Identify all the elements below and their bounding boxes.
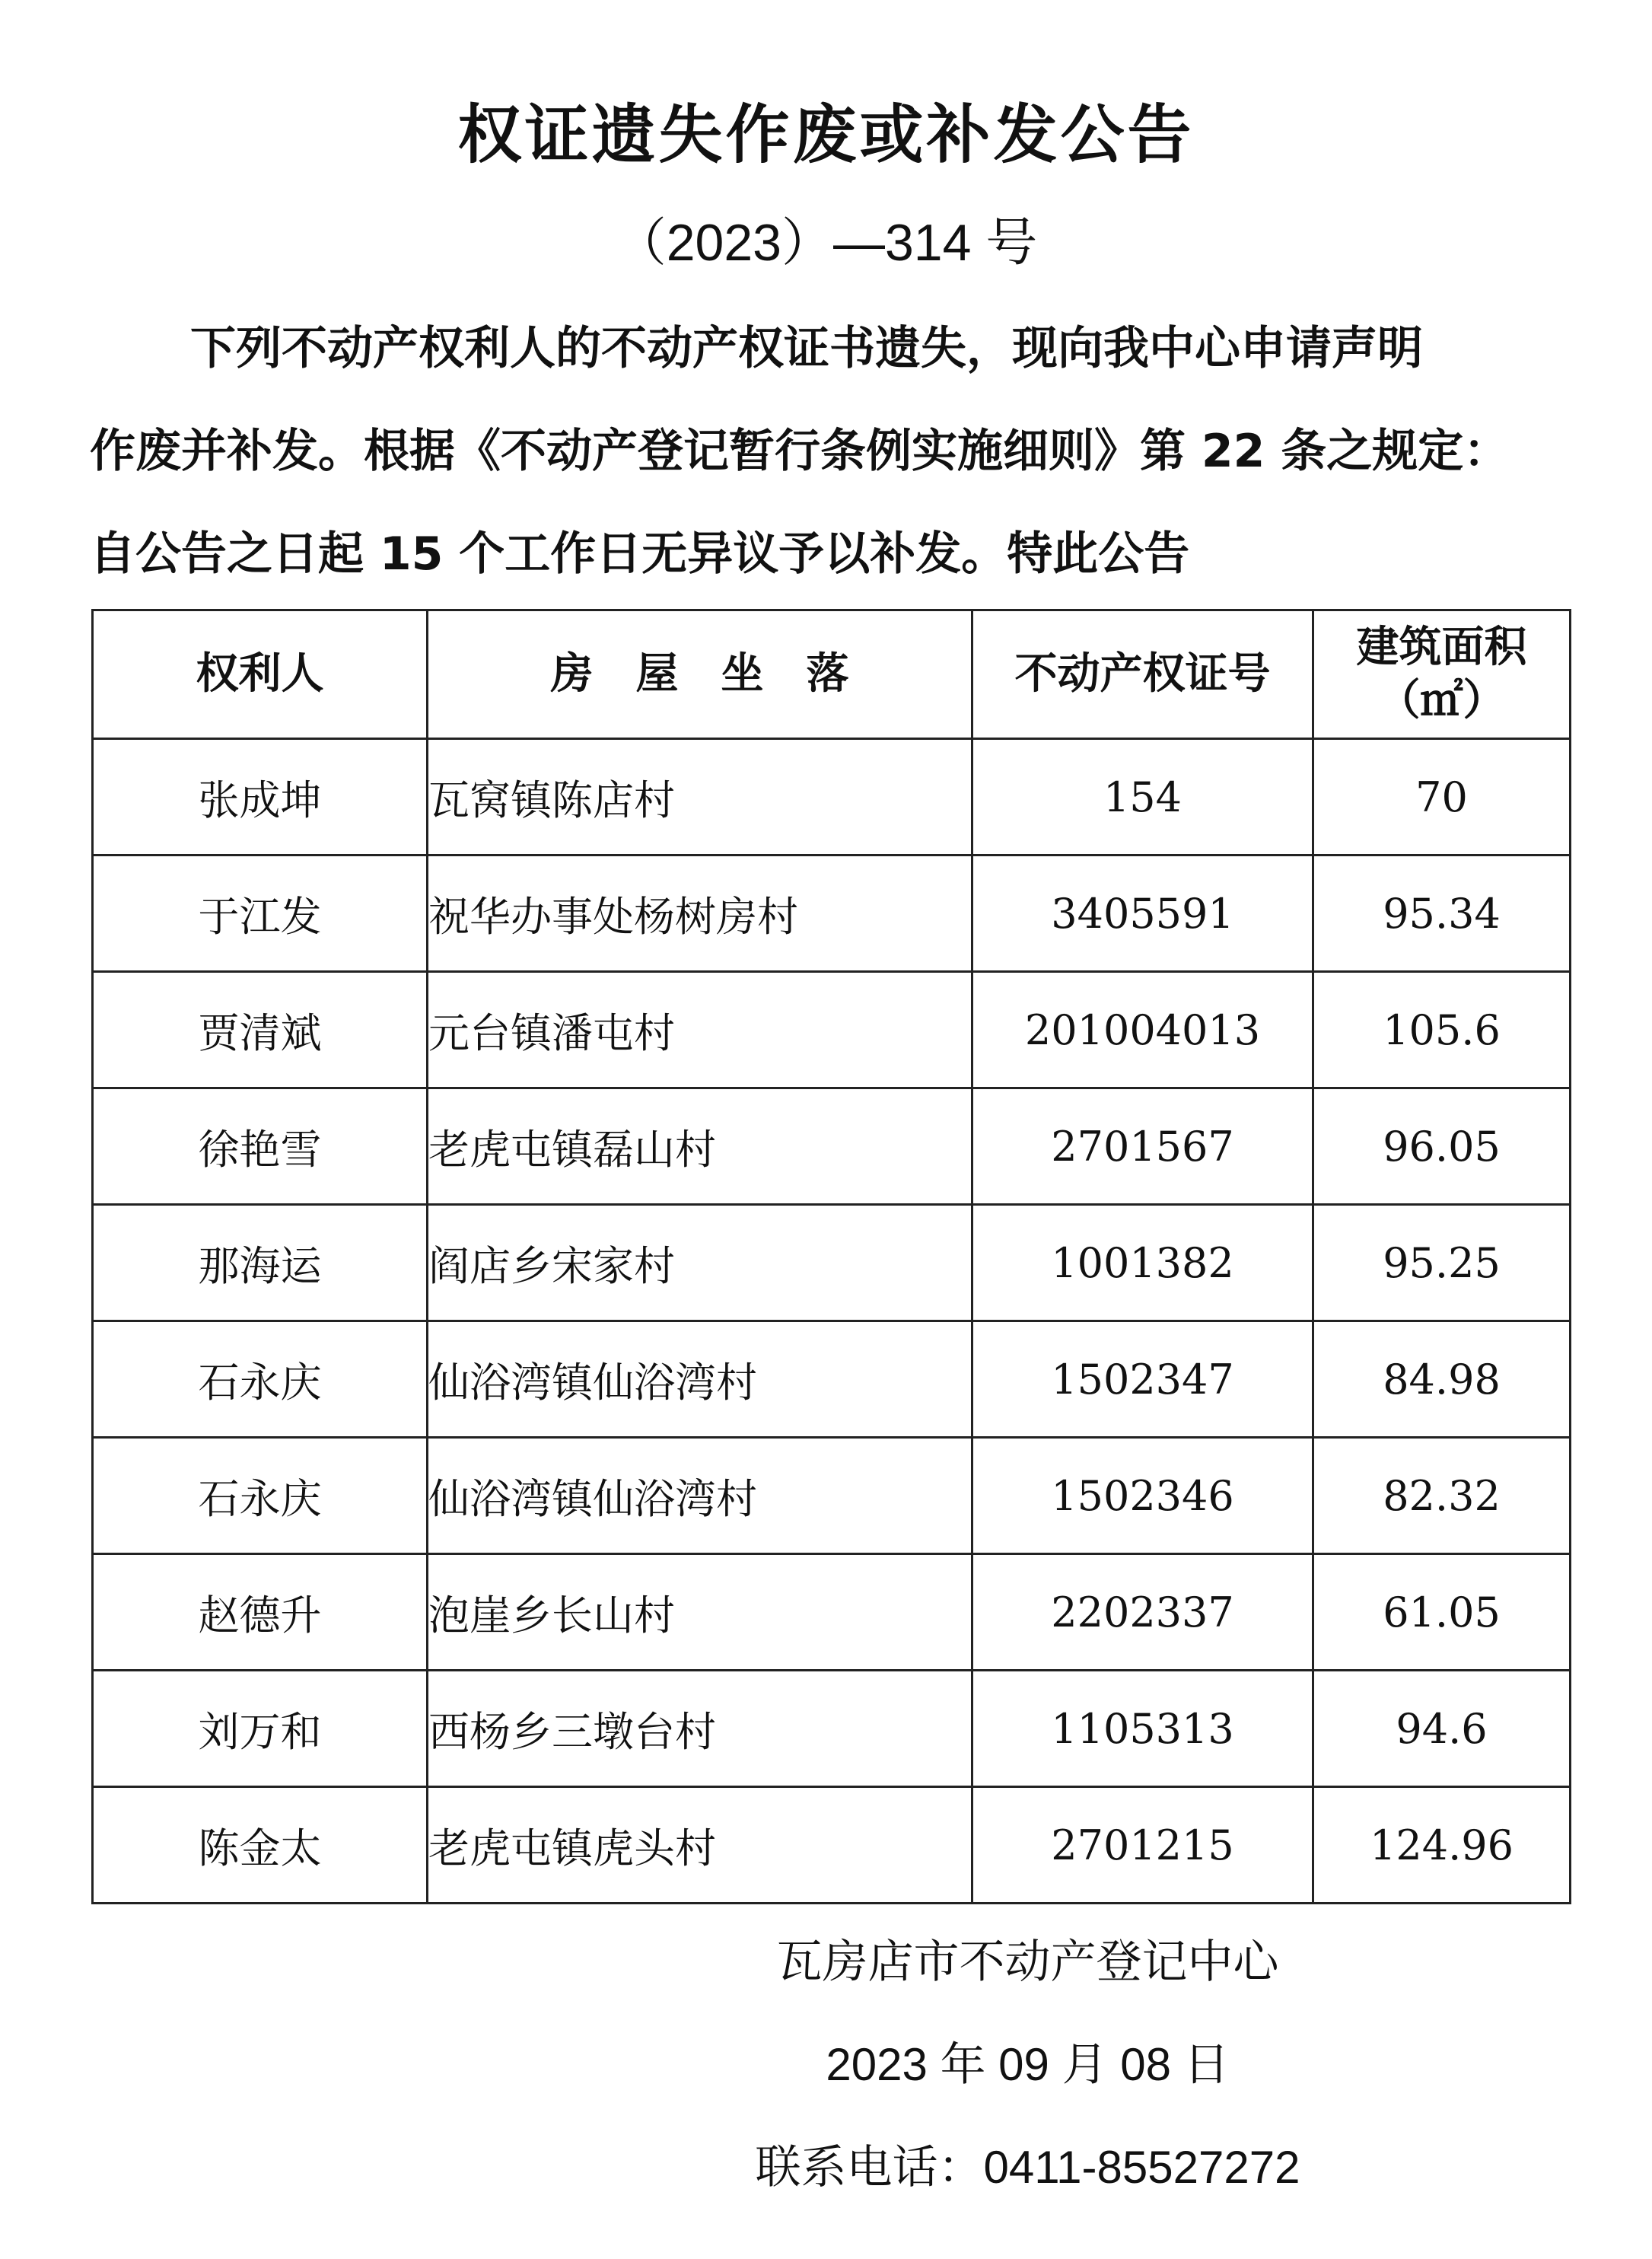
cell-location: 瓦窝镇陈店村 [428, 739, 972, 855]
issue-date: 2023 年 09 月 08 日 [826, 2039, 1230, 2090]
header-area-line2: （㎡） [1377, 676, 1506, 725]
cell-location: 仙浴湾镇仙浴湾村 [428, 1321, 972, 1438]
cell-location: 元台镇潘屯村 [428, 972, 972, 1088]
table-row [93, 1671, 1571, 1787]
cell-location: 仙浴湾镇仙浴湾村 [428, 1438, 972, 1554]
table-row [93, 1787, 1571, 1904]
cell-area: 70 [1313, 739, 1571, 855]
cell-cert-no: 2701567 [972, 1088, 1313, 1205]
table-header-row [93, 610, 1571, 739]
contact-phone: 联系电话：0411-85527272 [755, 2142, 1300, 2193]
cell-cert-no: 3405591 [972, 855, 1313, 972]
header-area [1313, 610, 1571, 739]
cell-cert-no: 1001382 [972, 1205, 1313, 1321]
cell-cert-no: 2701215 [972, 1787, 1313, 1904]
cell-area: 95.25 [1313, 1205, 1571, 1321]
table-row [93, 1438, 1571, 1554]
table-row [93, 972, 1571, 1088]
cell-cert-no: 1502347 [972, 1321, 1313, 1438]
cell-cert-no: 154 [972, 739, 1313, 855]
cell-area: 124.96 [1313, 1787, 1571, 1904]
cell-cert-no: 201004013 [972, 972, 1313, 1088]
cell-area: 82.32 [1313, 1438, 1571, 1554]
cell-holder: 陈金太 [93, 1787, 428, 1904]
cell-area: 95.34 [1313, 855, 1571, 972]
issuing-organization: 瓦房店市不动产登记中心 [776, 1936, 1279, 1989]
lost-certificate-table [91, 609, 1571, 1904]
cell-location: 阎店乡宋家村 [428, 1205, 972, 1321]
cell-location: 祝华办事处杨树房村 [428, 855, 972, 972]
table-body [93, 739, 1571, 1904]
cell-location: 泡崖乡长山村 [428, 1554, 972, 1671]
cell-holder: 刘万和 [93, 1671, 428, 1787]
cell-holder: 张成坤 [93, 739, 428, 855]
cell-holder: 贾清斌 [93, 972, 428, 1088]
notice-line-2: 作废并补发。根据《不动产登记暂行条例实施细则》第 22 条之规定： [90, 425, 1510, 478]
cell-area: 105.6 [1313, 972, 1571, 1088]
cell-cert-no: 1502346 [972, 1438, 1313, 1554]
cell-holder: 徐艳雪 [93, 1088, 428, 1205]
table-row [93, 855, 1571, 972]
cell-holder: 于江发 [93, 855, 428, 972]
cell-location: 西杨乡三墩台村 [428, 1671, 972, 1787]
cell-cert-no: 2202337 [972, 1554, 1313, 1671]
cell-area: 84.98 [1313, 1321, 1571, 1438]
cell-location: 老虎屯镇磊山村 [428, 1088, 972, 1205]
table-row [93, 739, 1571, 855]
notice-line-1: 下列不动产权利人的不动产权证书遗失，现向我中心申请声明 [190, 322, 1423, 375]
cell-area: 94.6 [1313, 1671, 1571, 1787]
page-title: 权证遗失作废或补发公告 [457, 97, 1195, 172]
header-holder: 权利人 [93, 610, 428, 739]
header-location: 房 屋 坐 落 [428, 610, 972, 739]
document-number: （2023）—314 号 [614, 214, 1038, 272]
header-cert-no: 不动产权证号 [972, 610, 1313, 739]
table-row [93, 1321, 1571, 1438]
cell-cert-no: 1105313 [972, 1671, 1313, 1787]
cell-holder: 赵德升 [93, 1554, 428, 1671]
cell-area: 61.05 [1313, 1554, 1571, 1671]
cell-holder: 那海运 [93, 1205, 428, 1321]
notice-line-3: 自公告之日起 15 个工作日无异议予以补发。特此公告 [90, 527, 1190, 581]
cell-location: 老虎屯镇虎头村 [428, 1787, 972, 1904]
table-row [93, 1088, 1571, 1205]
header-area-line1: 建筑面积 [1356, 623, 1527, 672]
table-row [93, 1554, 1571, 1671]
cell-area: 96.05 [1313, 1088, 1571, 1205]
table-row [93, 1205, 1571, 1321]
cell-holder: 石永庆 [93, 1438, 428, 1554]
cell-holder: 石永庆 [93, 1321, 428, 1438]
